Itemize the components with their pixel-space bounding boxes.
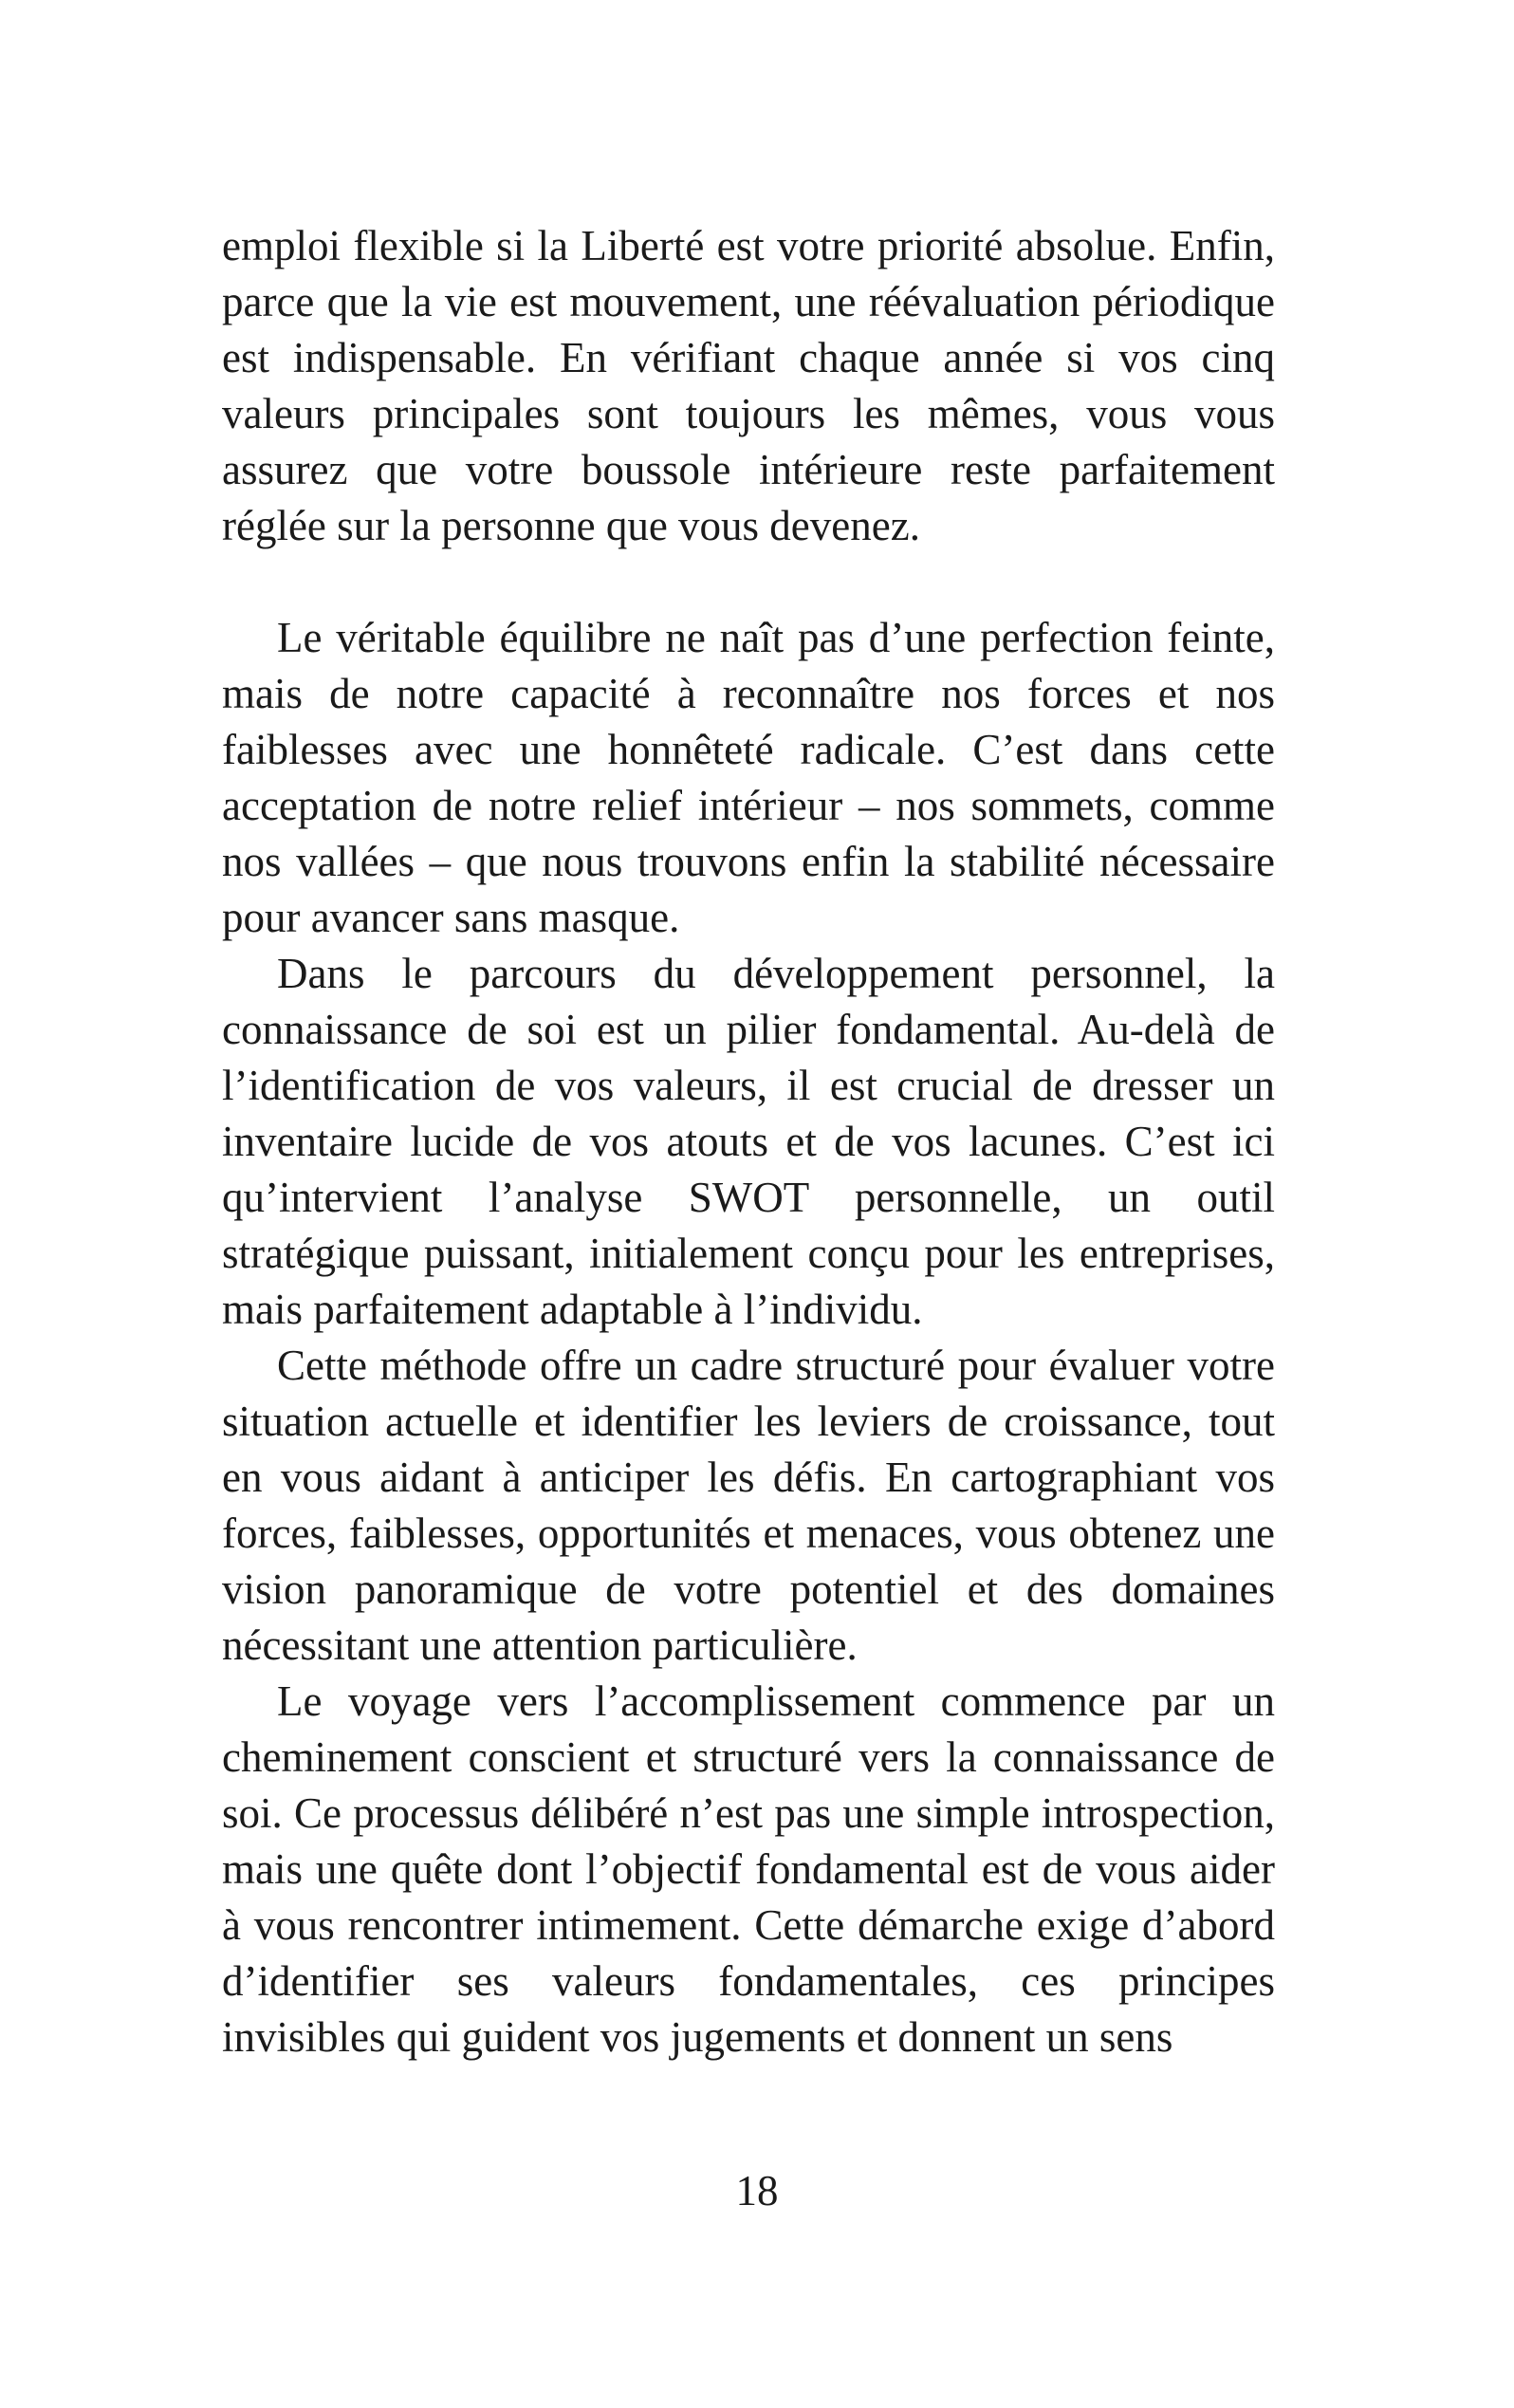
paragraph-continuation: emploi flexible si la Liberté est votre priorité absolue. Enfin, parce que la vie est mouvement, une réévaluation périodique est indispensable. En vérifiant chaque année si vos cinq valeurs principales sont toujours les mêmes, vous vous assurez que votre boussole intérieure reste parfaitement réglée sur la personne que vous devenez.	[222, 222, 1275, 549]
paragraph-developpement: Dans le parcours du développement personnel, la connaissance de soi est un pilier fondamental. Au-delà de l’identification de vos valeurs, il est crucial de dresser un inventaire lucide de vos atouts et de vos lacunes. C’est ici qu’intervient l’analyse SWOT personnelle, un outil stratégique puissant, initialement conçu pour les entreprises, mais parfaitement adaptable à l’individu.	[222, 950, 1275, 1333]
paragraph-methode: Cette méthode offre un cadre structuré pour évaluer votre situation actuelle et identifier les leviers de croissance, tout en vous aidant à anticiper les défis. En cartographiant vos forces, faiblesses, opportunités et menaces, vous obtenez une vision panoramique de votre potentiel et des domaines nécessitant une attention particulière.	[222, 1342, 1275, 1669]
paragraph-voyage: Le voyage vers l’accomplissement commence par un cheminement conscient et structuré vers la connaissance de soi. Ce processus délibéré n’est pas une simple introspection, mais une quête dont l’objectif fondamental est de vous aider à vous rencontrer intimement. Cette démarche exige d’abord d’identifier ses valeurs fondamentales, ces principes invisibles qui guident vos jugements et donnent un sens	[222, 1677, 1275, 2061]
page-number: 18	[735, 2167, 779, 2214]
page-body	[222, 218, 1275, 2065]
paragraph-equilibre: Le véritable équilibre ne naît pas d’une perfection feinte, mais de notre capacité à reconnaître nos forces et nos faiblesses avec une honnêteté radicale. C’est dans cette acceptation de notre relief intérieur – nos sommets, comme nos vallées – que nous trouvons enfin la stabilité nécessaire pour avancer sans masque.	[222, 614, 1275, 941]
